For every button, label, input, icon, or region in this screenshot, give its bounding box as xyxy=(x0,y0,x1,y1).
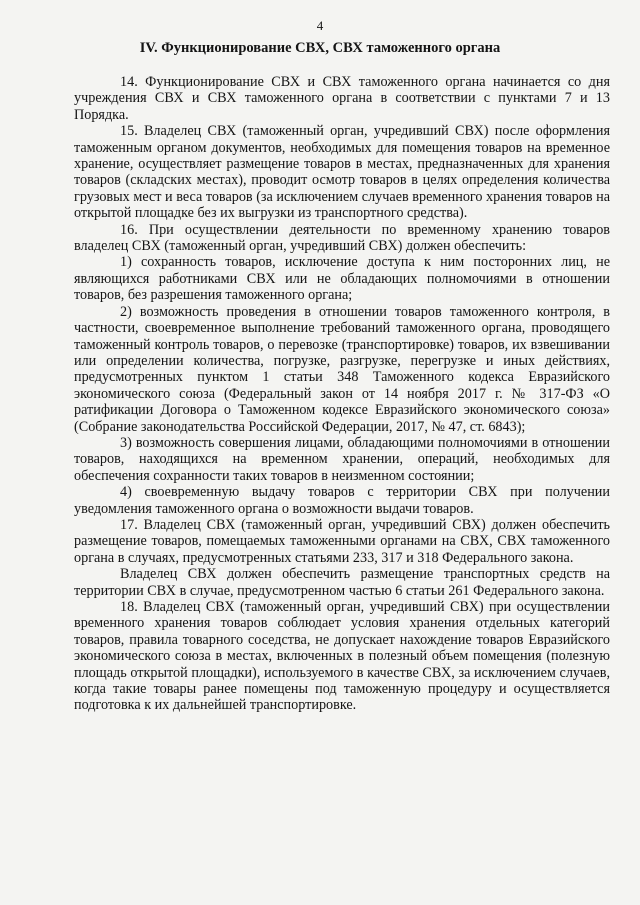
paragraph-17: 17. Владелец СВХ (таможенный орган, учредивший СВХ) должен обеспечить размещение товаров, помещаемых таможенными органами на СВХ, СВХ таможенного органа в случаях, предусмотренных статьями 233, 317 и 318 Федерального закона. xyxy=(74,516,610,566)
page-number: 4 xyxy=(316,18,324,33)
paragraph-14: 14. Функционирование СВХ и СВХ таможенного органа начинается со дня учреждения СВХ и СВХ таможенного органа в соответствии с пунктами 7 и 13 Порядка. xyxy=(74,74,610,123)
section-title: IV. Функционирование СВХ, СВХ таможенного органа xyxy=(139,40,501,56)
paragraph-18: 18. Владелец СВХ (таможенный орган, учредивший СВХ) при осуществлении временного хранения товаров соблюдает условия хранения отдельных категорий товаров, правила товарного соседства, не допускает нахождение товаров Евразийского экономического союза в местах, включенных в полезный объем помещения (полезную площадь открытой площадки), используемого в качестве СВХ, за исключением случаев, когда такие товары ранее помещены под таможенную процедуру и осуществляется подготовка к их дальнейшей транспортировке. xyxy=(74,599,610,714)
paragraph-16-item-4: 4) своевременную выдачу товаров с территории СВХ при получении уведомления таможенного органа о возможности выдачи товаров. xyxy=(74,484,610,517)
paragraph-17-vehicles: Владелец СВХ должен обеспечить размещение транспортных средств на территории СВХ в случае, предусмотренном частью 6 статьи 261 Федерального закона. xyxy=(74,566,610,599)
paragraph-16-item-2: 2) возможность проведения в отношении товаров таможенного контроля, в частности, своевременное выполнение требований таможенного органа, проводящего таможенный контроль товаров, о перевозке (транспортировке) товаров, их взвешивании или определении количества, погрузке, разгрузке, перегрузке и иных действиях, предусмотренных пунктом 1 статьи 348 Таможенного кодекса Евразийского экономического союза (Федеральный закон от 14 ноября 2017 г. № 317-ФЗ «О ратификации Договора о Таможенном кодексе Евразийского экономического союза» (Собрание законодательства Российской Федерации, 2017, № 47, ст. 6843); xyxy=(74,303,610,435)
paragraph-16: 16. При осуществлении деятельности по временному хранению товаров владелец СВХ (таможенный орган, учредивший СВХ) должен обеспечить: xyxy=(74,221,610,255)
paragraph-15: 15. Владелец СВХ (таможенный орган, учредивший СВХ) после оформления таможенным органом документов, необходимых для помещения товаров на временное хранение, осуществляет размещение товаров в местах, предназначенных для хранения товаров (складских местах), проводит осмотр товаров в целях определения количества грузовых мест и веса товаров (за исключением случаев временного хранения товаров на открытой площадке без их выгрузки из транспортного средства). xyxy=(74,123,610,222)
paragraph-16-item-1: 1) сохранность товаров, исключение доступа к ним посторонних лиц, не являющихся работниками СВХ или не обладающих полномочиями в отношении товаров, без разрешения таможенного органа; xyxy=(74,254,610,304)
paragraph-16-item-3: 3) возможность совершения лицами, обладающими полномочиями в отношении товаров, находящихся на временном хранении, операций, необходимых для обеспечения сохранности таких товаров в неизменном состоянии; xyxy=(74,434,610,484)
document-body xyxy=(74,74,610,714)
